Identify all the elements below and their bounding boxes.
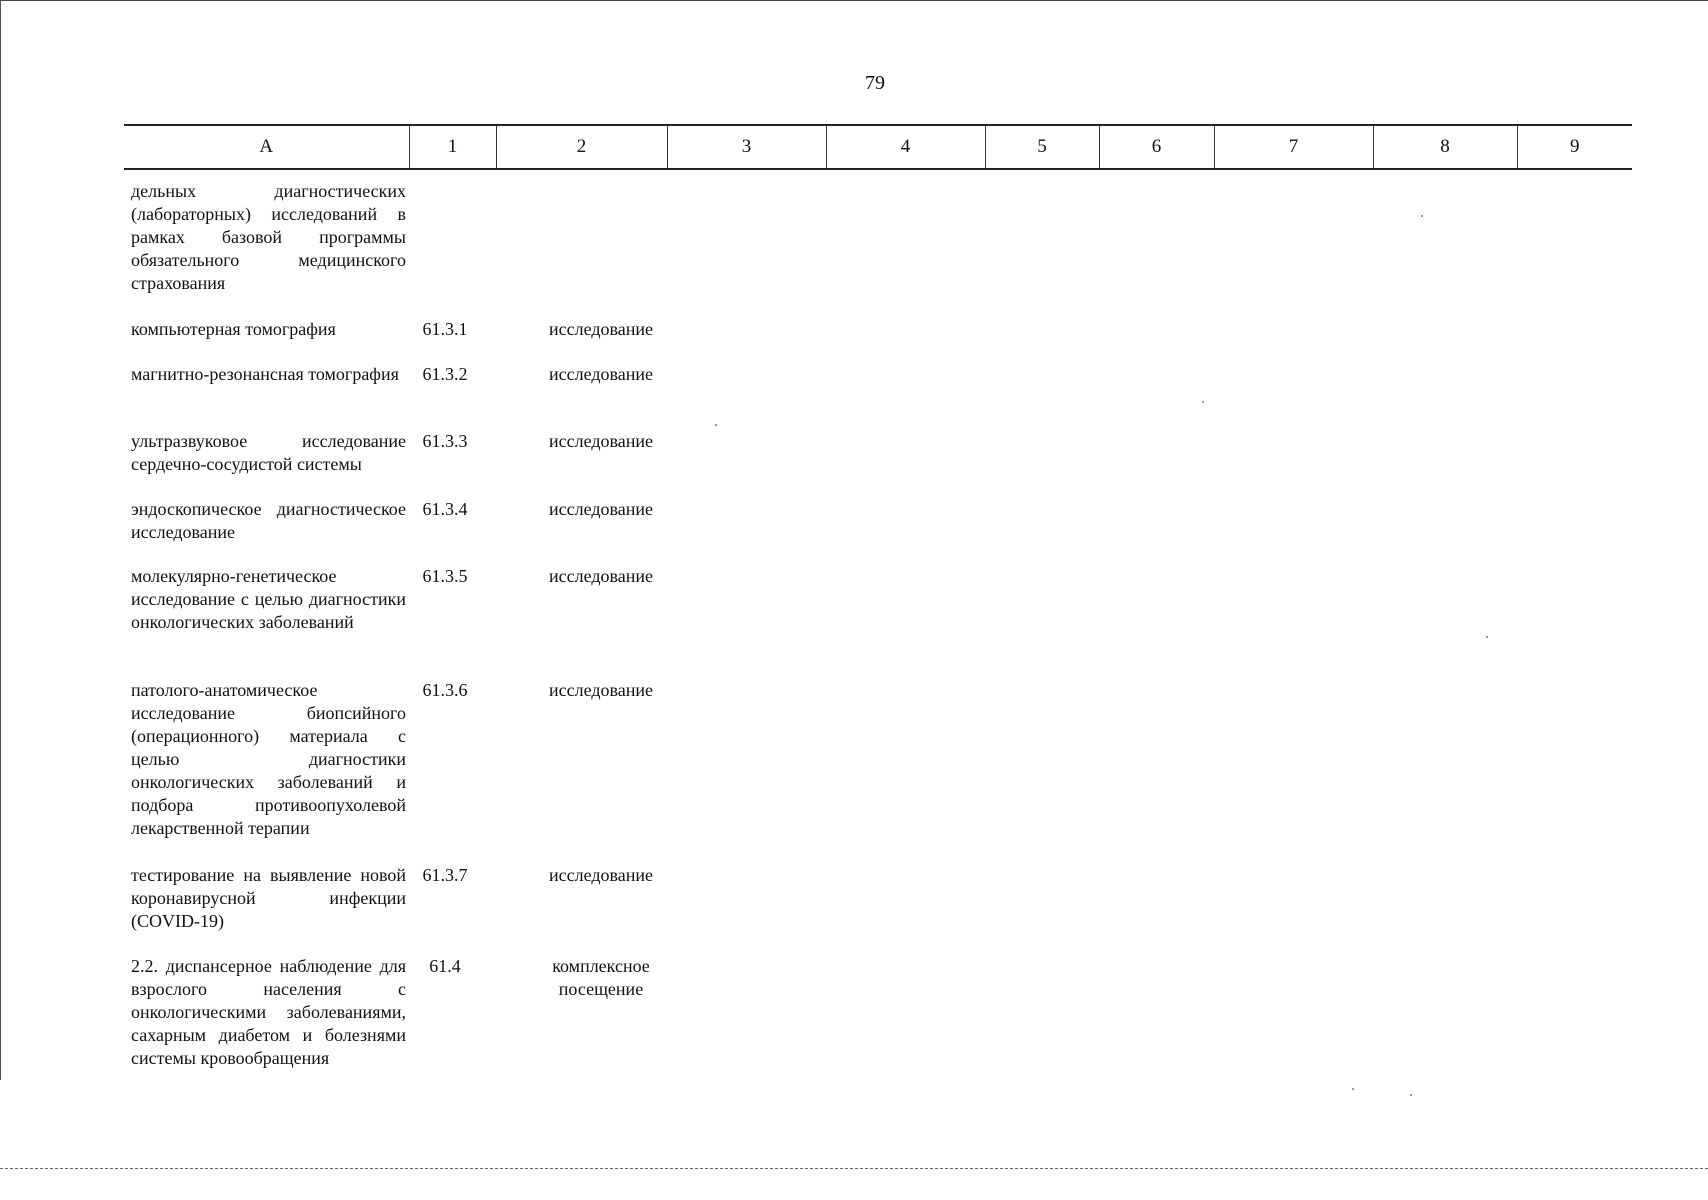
row-code: 61.3.1	[422, 319, 468, 339]
header-col-6: 6	[1099, 125, 1214, 169]
row-unit: исследование	[548, 499, 653, 519]
header-col-5: 5	[985, 125, 1099, 169]
row-name: ультразвуковое исследование сердечно-сосудистой системы	[131, 431, 406, 474]
row-code: 61.3.6	[422, 680, 468, 700]
header-col-3: 3	[667, 125, 826, 169]
row-name: молекулярно-генетическое исследование с целью диагностики онкологических заболеваний	[131, 566, 406, 632]
header-col-1: 1	[409, 125, 496, 169]
scan-speck	[1421, 215, 1423, 217]
scan-speck	[1410, 1094, 1412, 1096]
row-unit: комплексное посещение	[552, 956, 650, 999]
row-name: эндоскопическое диагностическое исследование	[131, 499, 406, 542]
row-name: патолого-анатомическое исследование биопсийного (операционного) материала с целью диагностики онкологических заболеваний и подбора противоопухолевой лекарственной терапии	[131, 680, 406, 838]
header-col-8: 8	[1373, 125, 1517, 169]
row-unit: исследование	[548, 865, 653, 885]
row-code: 61.3.2	[422, 364, 468, 384]
row-name: магнитно-резонансная томография	[131, 364, 399, 384]
row-code: 61.4	[429, 956, 461, 976]
row-name: дельных диагностических (лабораторных) исследований в рамках базовой программы обязательного медицинского страхования	[131, 181, 406, 293]
row-code: 61.3.7	[422, 865, 468, 885]
row-unit: исследование	[548, 364, 653, 384]
header-col-7: 7	[1214, 125, 1373, 169]
row-unit: исследование	[548, 431, 653, 451]
row-code: 61.3.5	[422, 566, 468, 586]
row-code: 61.3.3	[422, 431, 468, 451]
scan-speck	[1352, 1088, 1354, 1090]
row-name: тестирование на выявление новой коронавирусной инфекции (COVID-19)	[131, 865, 406, 931]
scan-edge-bottom	[0, 1168, 1708, 1170]
header-col-9: 9	[1517, 125, 1632, 169]
scan-edge-left	[0, 0, 3, 1080]
header-col-4: 4	[826, 125, 985, 169]
row-code: 61.3.4	[422, 499, 468, 519]
scan-edge-top	[0, 0, 1708, 3]
row-unit: исследование	[548, 566, 653, 586]
scan-speck	[1202, 401, 1204, 403]
header-row	[124, 125, 1632, 169]
row-name: 2.2. диспансерное наблюдение для взрослого населения с онкологическими заболеваниями, сахарным диабетом и болезнями системы кровообращения	[131, 956, 406, 1068]
scan-speck	[715, 424, 717, 426]
header-col-2: 2	[496, 125, 667, 169]
row-unit: исследование	[548, 319, 653, 339]
row-name: компьютерная томография	[131, 319, 336, 339]
row-unit: исследование	[548, 680, 653, 700]
column-header-table	[124, 124, 1632, 170]
scan-speck	[1486, 636, 1488, 638]
header-col-a: А	[124, 125, 409, 169]
page-number: 79	[865, 72, 885, 94]
